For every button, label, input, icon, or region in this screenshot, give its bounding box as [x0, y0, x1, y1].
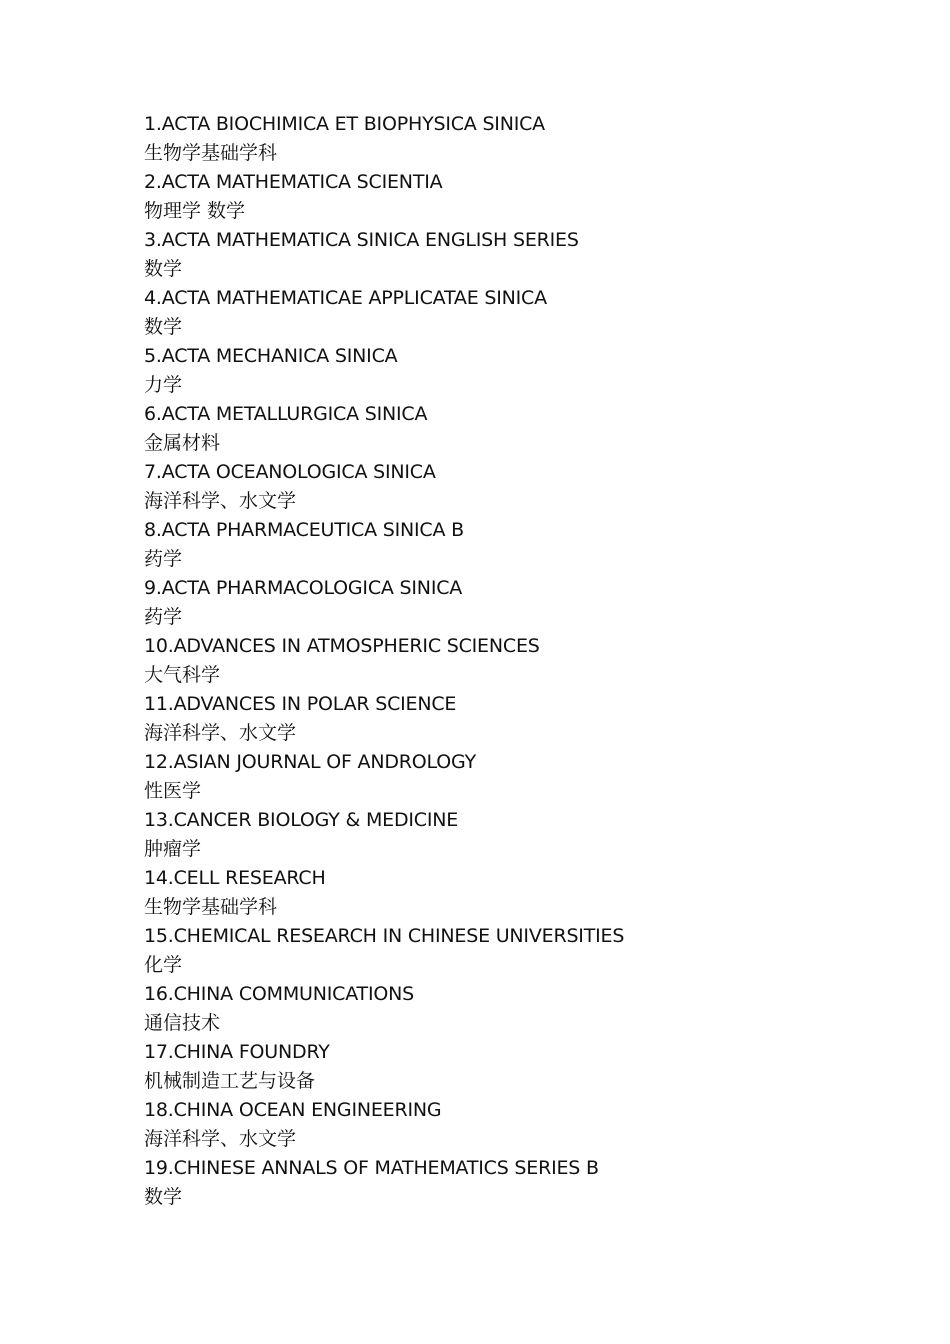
journal-title: 12.ASIAN JOURNAL OF ANDROLOGY: [144, 751, 476, 773]
journal-subject: 海洋科学、水文学: [144, 490, 297, 512]
journal-entry: [144, 458, 624, 516]
journal-entry: [144, 806, 624, 864]
journal-entry: [144, 922, 624, 980]
journal-title: 7.ACTA OCEANOLOGICA SINICA: [144, 461, 436, 483]
journal-title: 4.ACTA MATHEMATICAE APPLICATAE SINICA: [144, 287, 547, 309]
journal-subject: 生物学基础学科: [144, 142, 278, 164]
journal-entry: [144, 1154, 624, 1212]
journal-entry: [144, 690, 624, 748]
journal-subject: 肿瘤学: [144, 838, 202, 860]
journal-entry: [144, 574, 624, 632]
journal-entry: [144, 864, 624, 922]
journal-subject: 大气科学: [144, 664, 221, 686]
journal-title: 15.CHEMICAL RESEARCH IN CHINESE UNIVERSITIES: [144, 925, 625, 947]
journal-subject: 药学: [144, 606, 183, 628]
journal-title: 13.CANCER BIOLOGY & MEDICINE: [144, 809, 459, 831]
journal-title: 8.ACTA PHARMACEUTICA SINICA B: [144, 519, 464, 541]
journal-title: 9.ACTA PHARMACOLOGICA SINICA: [144, 577, 463, 599]
journal-subject: 生物学基础学科: [144, 896, 278, 918]
journal-subject: 化学: [144, 954, 183, 976]
journal-subject: 海洋科学、水文学: [144, 1128, 297, 1150]
journal-title: 11.ADVANCES IN POLAR SCIENCE: [144, 693, 457, 715]
journal-subject: 力学: [144, 374, 183, 396]
journal-entry: [144, 632, 624, 690]
journal-subject: 机械制造工艺与设备: [144, 1070, 316, 1092]
journal-title: 3.ACTA MATHEMATICA SINICA ENGLISH SERIES: [144, 229, 579, 251]
journal-entry: [144, 516, 624, 574]
journal-title: 1.ACTA BIOCHIMICA ET BIOPHYSICA SINICA: [144, 113, 545, 135]
journal-entry: [144, 110, 624, 168]
journal-entry: [144, 748, 624, 806]
journal-entry: [144, 400, 624, 458]
journal-title: 5.ACTA MECHANICA SINICA: [144, 345, 398, 367]
journal-entry: [144, 284, 624, 342]
journal-subject: 海洋科学、水文学: [144, 722, 297, 744]
journal-entry: [144, 980, 624, 1038]
journal-list: [144, 110, 624, 1212]
journal-subject: 药学: [144, 548, 183, 570]
journal-title: 17.CHINA FOUNDRY: [144, 1041, 330, 1063]
journal-subject: 通信技术: [144, 1012, 221, 1034]
journal-entry: [144, 226, 624, 284]
journal-title: 19.CHINESE ANNALS OF MATHEMATICS SERIES B: [144, 1157, 599, 1179]
journal-title: 16.CHINA COMMUNICATIONS: [144, 983, 414, 1005]
journal-entry: [144, 168, 624, 226]
journal-entry: [144, 1038, 624, 1096]
journal-subject: 数学: [144, 258, 183, 280]
journal-title: 6.ACTA METALLURGICA SINICA: [144, 403, 428, 425]
journal-title: 10.ADVANCES IN ATMOSPHERIC SCIENCES: [144, 635, 540, 657]
journal-subject: 数学: [144, 316, 183, 338]
journal-subject: 物理学 数学: [144, 200, 246, 222]
journal-subject: 性医学: [144, 780, 202, 802]
journal-entry: [144, 1096, 624, 1154]
journal-subject: 数学: [144, 1186, 183, 1208]
journal-title: 14.CELL RESEARCH: [144, 867, 326, 889]
journal-title: 18.CHINA OCEAN ENGINEERING: [144, 1099, 442, 1121]
journal-title: 2.ACTA MATHEMATICA SCIENTIA: [144, 171, 443, 193]
journal-entry: [144, 342, 624, 400]
journal-subject: 金属材料: [144, 432, 221, 454]
